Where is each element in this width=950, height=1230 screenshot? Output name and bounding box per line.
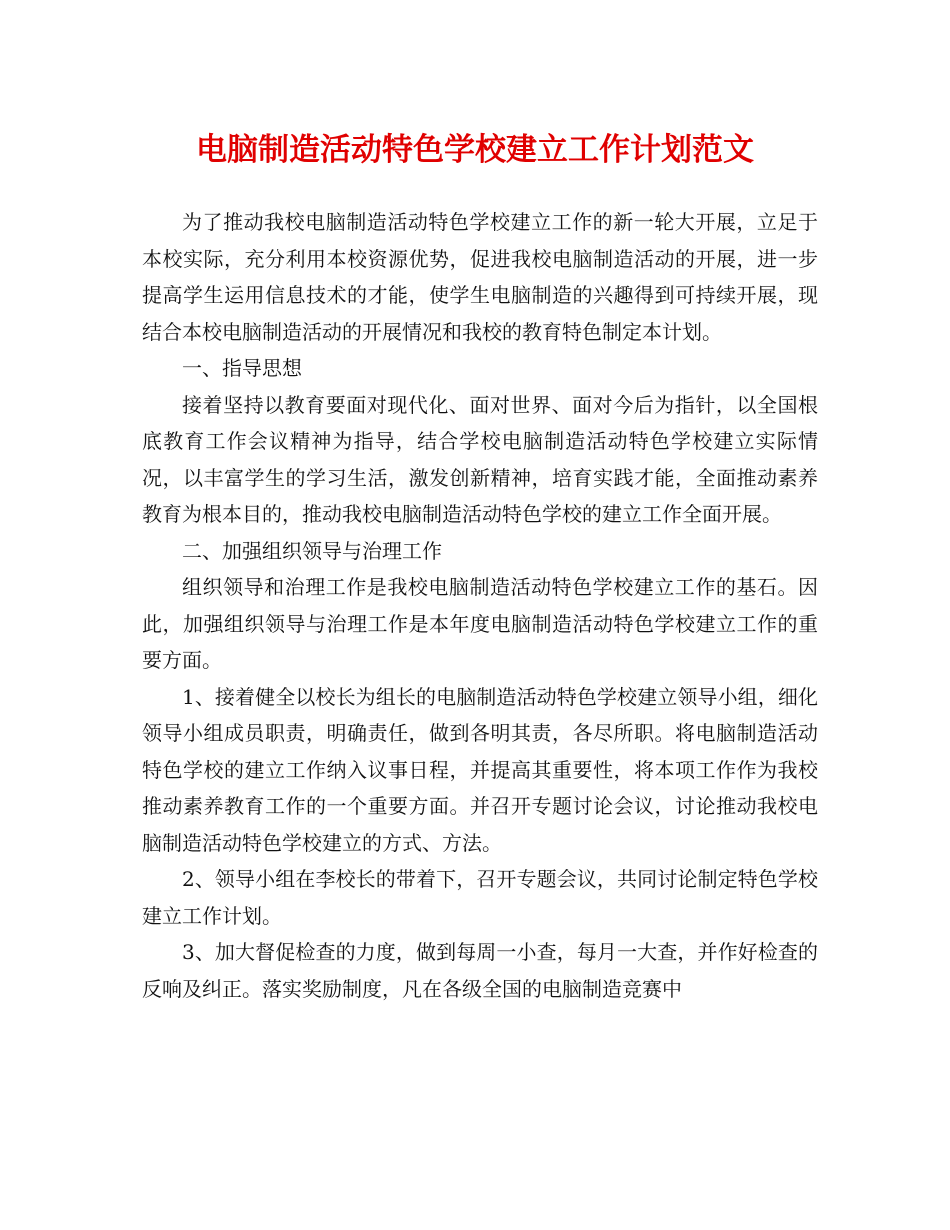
paragraph-organization: 组织领导和治理工作是我校电脑制造活动特色学校建立工作的基石。因此，加强组织领导与治理工作是本年度电脑制造活动特色学校建立工作的重要方面。 (142, 575, 818, 672)
document-title: 电脑制造活动特色学校建立工作计划范文 (196, 132, 754, 168)
section-heading-guiding-ideology: 一、指导思想 (182, 356, 302, 380)
list-item-3: 3、加大督促检查的力度，做到每周一小查，每月一大查，并作好检查的反响及纠正。落实奖励制度，凡在各级全国的电脑制造竞赛中 (142, 940, 818, 1001)
paragraph-guiding-ideology: 接着坚持以教育要面对现代化、面对世界、面对今后为指针，以全国根底教育工作会议精神为指导，结合学校电脑制造活动特色学校建立实际情况，以丰富学生的学习生活，激发创新精神，培育实践才能，全面推动素养教育为根本目的，推动我校电脑制造活动特色学校的建立工作全面开展。 (142, 392, 818, 526)
list-item-1: 1、接着健全以校长为组长的电脑制造活动特色学校建立领导小组，细化领导小组成员职责，明确责任，做到各明其责，各尽所职。将电脑制造活动特色学校的建立工作纳入议事日程，并提高其重要性，将本项工作作为我校推动素养教育工作的一个重要方面。并召开专题讨论会议，讨论推动我校电脑制造活动特色学校建立的方式、方法。 (142, 684, 818, 855)
paragraph-intro: 为了推动我校电脑制造活动特色学校建立工作的新一轮大开展，立足于本校实际，充分利用本校资源优势，促进我校电脑制造活动的开展，进一步提高学生运用信息技术的才能，使学生电脑制造的兴趣得到可持续开展，现结合本校电脑制造活动的开展情况和我校的教育特色制定本计划。 (142, 210, 818, 344)
list-item-2: 2、领导小组在李校长的带着下，召开专题会议，共同讨论制定特色学校建立工作计划。 (142, 867, 818, 928)
document-body (142, 204, 818, 1007)
section-heading-organization: 二、加强组织领导与治理工作 (182, 538, 442, 563)
